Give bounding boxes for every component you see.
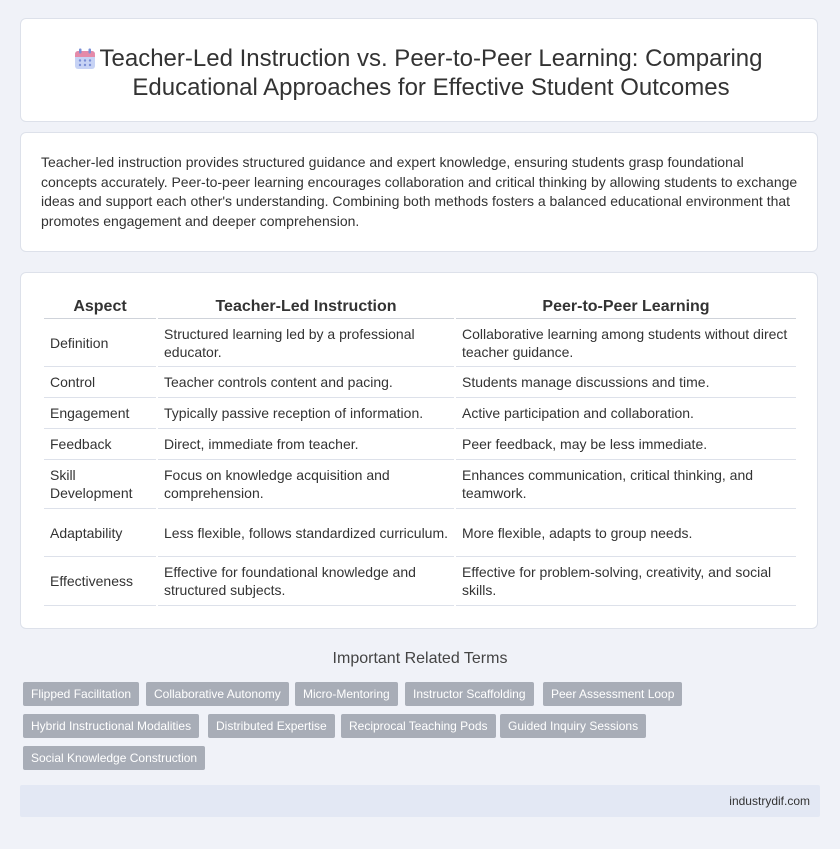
term-tag[interactable]: Hybrid Instructional Modalities [23,714,199,738]
comparison-card [20,272,818,629]
term-tag[interactable]: Micro-Mentoring [295,682,398,706]
row-aspect: Control [44,367,156,398]
term-tag[interactable]: Social Knowledge Construction [23,746,205,770]
row-aspect: Feedback [44,429,156,460]
row-peer-to-peer: More flexible, adapts to group needs. [456,509,796,557]
table-row [44,319,796,367]
term-tag[interactable]: Reciprocal Teaching Pods [341,714,496,738]
row-peer-to-peer: Effective for problem-solving, creativity, and social skills. [456,557,796,606]
row-aspect: Effectiveness [44,557,156,606]
header-peer-to-peer: Peer-to-Peer Learning [456,297,796,319]
intro-card [20,132,818,252]
term-tag[interactable]: Collaborative Autonomy [146,682,289,706]
row-peer-to-peer: Enhances communication, critical thinking, and teamwork. [456,460,796,509]
term-tag[interactable]: Distributed Expertise [208,714,335,738]
row-teacher-led: Typically passive reception of information. [158,398,454,429]
row-peer-to-peer: Collaborative learning among students without direct teacher guidance. [456,319,796,367]
row-teacher-led: Direct, immediate from teacher. [158,429,454,460]
row-aspect: Engagement [44,398,156,429]
footer [20,785,820,817]
related-terms-heading: Important Related Terms [332,650,508,667]
row-teacher-led: Effective for foundational knowledge and structured subjects. [158,557,454,606]
table-row [44,509,796,557]
row-aspect: Skill Development [44,460,156,509]
row-teacher-led: Structured learning led by a professional educator. [158,319,454,367]
row-aspect: Adaptability [44,509,156,557]
table-row [44,429,796,460]
row-peer-to-peer: Students manage discussions and time. [456,367,796,398]
term-tag[interactable]: Flipped Facilitation [23,682,139,706]
term-tag[interactable]: Instructor Scaffolding [405,682,534,706]
table-row [44,398,796,429]
row-aspect: Definition [44,319,156,367]
term-tag[interactable]: Peer Assessment Loop [543,682,682,706]
header-aspect: Aspect [44,297,156,319]
row-peer-to-peer: Active participation and collaboration. [456,398,796,429]
row-teacher-led: Teacher controls content and pacing. [158,367,454,398]
row-teacher-led: Less flexible, follows standardized curriculum. [158,509,454,557]
row-teacher-led: Focus on knowledge acquisition and comprehension. [158,460,454,509]
page-title: Teacher-Led Instruction vs. Peer-to-Peer Learning: Comparing Educational Approaches for Effective Student Outcomes [99,45,763,101]
table-row [44,367,796,398]
row-peer-to-peer: Peer feedback, may be less immediate. [456,429,796,460]
intro-paragraph: Teacher-led instruction provides structured guidance and expert knowledge, ensuring students grasp foundational concepts accurately. Peer-to-peer learning encourages collaboration and critical thinking by allowing students to exchange ideas and support each other's understanding. Combining both methods fosters a balanced educational environment that promotes engagement and deeper comprehension. [41,154,798,229]
table-row [44,460,796,509]
footer-site[interactable]: industrydif.com [729,794,810,808]
table-header-row [44,297,796,319]
table-row [44,557,796,606]
comparison-table [42,297,798,606]
title-card [20,18,818,122]
term-tag[interactable]: Guided Inquiry Sessions [500,714,646,738]
header-teacher-led: Teacher-Led Instruction [158,297,454,319]
